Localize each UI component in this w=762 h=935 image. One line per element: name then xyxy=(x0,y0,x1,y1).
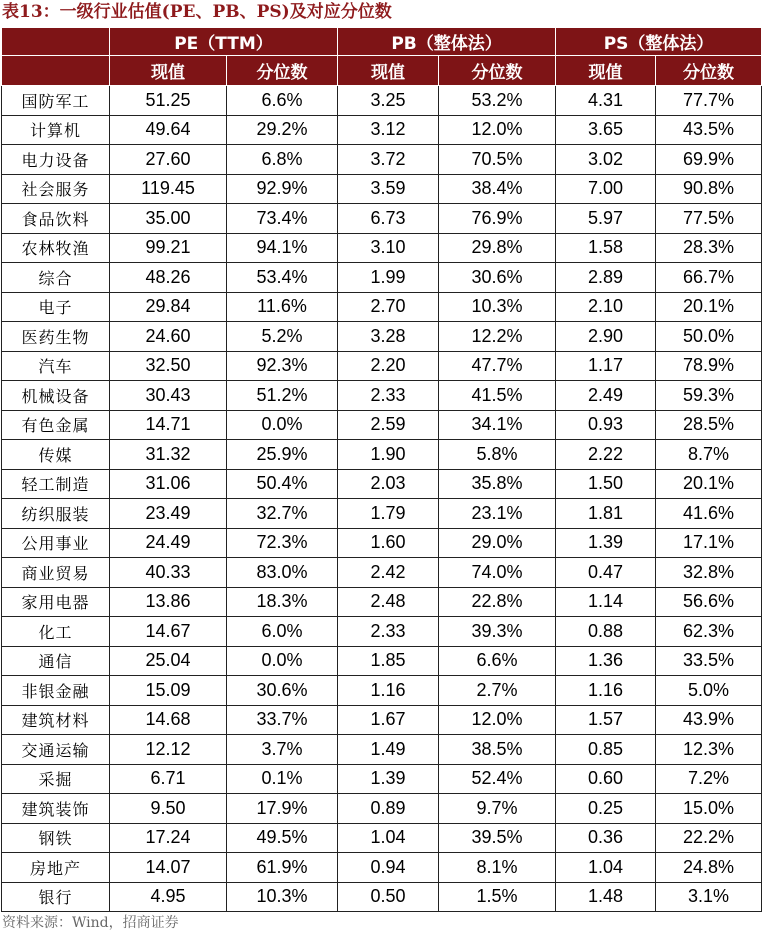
pe-percentile-cell: 5.2% xyxy=(227,322,338,352)
ps-value-cell: 0.88 xyxy=(556,617,656,647)
ps-percentile-cell: 66.7% xyxy=(656,263,762,293)
pe-value-cell: 31.32 xyxy=(110,440,227,470)
pe-percentile-cell: 6.8% xyxy=(227,145,338,175)
pe-percentile-cell: 25.9% xyxy=(227,440,338,470)
pb-percentile-cell: 1.5% xyxy=(439,882,556,912)
pb-percentile-cell: 29.8% xyxy=(439,233,556,263)
pb-value-cell: 1.04 xyxy=(338,823,439,853)
ps-value-cell: 0.85 xyxy=(556,735,656,765)
ps-percentile-cell: 7.2% xyxy=(656,764,762,794)
pe-value-cell: 14.71 xyxy=(110,410,227,440)
pb-value-cell: 6.73 xyxy=(338,204,439,234)
pb-percentile-cell: 38.4% xyxy=(439,174,556,204)
pe-percentile-cell: 30.6% xyxy=(227,676,338,706)
pe-value-cell: 49.64 xyxy=(110,115,227,145)
pb-percentile-cell: 22.8% xyxy=(439,587,556,617)
ps-percentile-cell: 33.5% xyxy=(656,646,762,676)
pe-percentile-cell: 29.2% xyxy=(227,115,338,145)
pb-value-cell: 1.49 xyxy=(338,735,439,765)
ps-percentile-cell: 3.1% xyxy=(656,882,762,912)
header-group-pe: PE（TTM） xyxy=(110,28,338,56)
industry-cell: 轻工制造 xyxy=(2,469,110,499)
pe-percentile-cell: 6.6% xyxy=(227,86,338,116)
pb-value-cell: 3.12 xyxy=(338,115,439,145)
pe-percentile-cell: 49.5% xyxy=(227,823,338,853)
ps-value-cell: 1.58 xyxy=(556,233,656,263)
table-row xyxy=(2,587,762,617)
pe-value-cell: 17.24 xyxy=(110,823,227,853)
table-row xyxy=(2,204,762,234)
table-row xyxy=(2,381,762,411)
pe-value-cell: 6.71 xyxy=(110,764,227,794)
pe-percentile-cell: 51.2% xyxy=(227,381,338,411)
table-row xyxy=(2,469,762,499)
table-row xyxy=(2,263,762,293)
ps-percentile-cell: 41.6% xyxy=(656,499,762,529)
header-corner xyxy=(2,28,110,56)
header-corner-sub xyxy=(2,56,110,86)
industry-cell: 有色金属 xyxy=(2,410,110,440)
pb-percentile-cell: 52.4% xyxy=(439,764,556,794)
pb-value-cell: 1.16 xyxy=(338,676,439,706)
ps-value-cell: 7.00 xyxy=(556,174,656,204)
pb-percentile-cell: 53.2% xyxy=(439,86,556,116)
ps-percentile-cell: 50.0% xyxy=(656,322,762,352)
ps-value-cell: 1.16 xyxy=(556,676,656,706)
pe-value-cell: 51.25 xyxy=(110,86,227,116)
table-title: 表13：一级行业估值(PE、PB、PS)及对应分位数 xyxy=(2,2,392,22)
pe-value-cell: 14.07 xyxy=(110,853,227,883)
pb-value-cell: 1.85 xyxy=(338,646,439,676)
industry-cell: 传媒 xyxy=(2,440,110,470)
ps-percentile-cell: 62.3% xyxy=(656,617,762,647)
header-pe-percentile: 分位数 xyxy=(227,56,338,86)
header-row-subcols xyxy=(2,56,762,86)
pe-value-cell: 27.60 xyxy=(110,145,227,175)
pe-value-cell: 15.09 xyxy=(110,676,227,706)
industry-cell: 医药生物 xyxy=(2,322,110,352)
header-pb-value: 现值 xyxy=(338,56,439,86)
pb-percentile-cell: 74.0% xyxy=(439,558,556,588)
pe-percentile-cell: 18.3% xyxy=(227,587,338,617)
pb-percentile-cell: 6.6% xyxy=(439,646,556,676)
pe-percentile-cell: 0.1% xyxy=(227,764,338,794)
pe-value-cell: 24.49 xyxy=(110,528,227,558)
industry-cell: 商业贸易 xyxy=(2,558,110,588)
table-row xyxy=(2,410,762,440)
ps-percentile-cell: 12.3% xyxy=(656,735,762,765)
pb-value-cell: 0.94 xyxy=(338,853,439,883)
pb-percentile-cell: 70.5% xyxy=(439,145,556,175)
header-pe-value: 现值 xyxy=(110,56,227,86)
ps-value-cell: 1.04 xyxy=(556,853,656,883)
header-row-groups xyxy=(2,28,762,56)
pb-value-cell: 3.72 xyxy=(338,145,439,175)
source-note: 资料来源：Wind，招商证券 xyxy=(2,915,179,931)
pb-percentile-cell: 29.0% xyxy=(439,528,556,558)
pe-value-cell: 31.06 xyxy=(110,469,227,499)
ps-value-cell: 0.25 xyxy=(556,794,656,824)
pb-value-cell: 3.25 xyxy=(338,86,439,116)
table-row xyxy=(2,440,762,470)
table-row xyxy=(2,882,762,912)
pb-percentile-cell: 12.0% xyxy=(439,705,556,735)
pb-percentile-cell: 34.1% xyxy=(439,410,556,440)
pb-value-cell: 1.79 xyxy=(338,499,439,529)
pb-value-cell: 3.10 xyxy=(338,233,439,263)
ps-percentile-cell: 43.5% xyxy=(656,115,762,145)
pe-value-cell: 32.50 xyxy=(110,351,227,381)
pe-percentile-cell: 0.0% xyxy=(227,410,338,440)
pe-percentile-cell: 33.7% xyxy=(227,705,338,735)
table-row xyxy=(2,233,762,263)
pb-value-cell: 2.70 xyxy=(338,292,439,322)
pe-percentile-cell: 10.3% xyxy=(227,882,338,912)
pb-percentile-cell: 2.7% xyxy=(439,676,556,706)
pe-value-cell: 12.12 xyxy=(110,735,227,765)
pe-percentile-cell: 83.0% xyxy=(227,558,338,588)
pb-percentile-cell: 76.9% xyxy=(439,204,556,234)
ps-percentile-cell: 20.1% xyxy=(656,292,762,322)
industry-cell: 电子 xyxy=(2,292,110,322)
table-row xyxy=(2,351,762,381)
pb-value-cell: 3.28 xyxy=(338,322,439,352)
industry-cell: 纺织服装 xyxy=(2,499,110,529)
pe-value-cell: 25.04 xyxy=(110,646,227,676)
pe-value-cell: 48.26 xyxy=(110,263,227,293)
table-row xyxy=(2,853,762,883)
table-row xyxy=(2,145,762,175)
ps-value-cell: 2.10 xyxy=(556,292,656,322)
ps-value-cell: 1.48 xyxy=(556,882,656,912)
industry-cell: 综合 xyxy=(2,263,110,293)
ps-percentile-cell: 90.8% xyxy=(656,174,762,204)
industry-cell: 建筑材料 xyxy=(2,705,110,735)
pb-percentile-cell: 12.0% xyxy=(439,115,556,145)
table-row xyxy=(2,558,762,588)
table-row xyxy=(2,705,762,735)
pb-value-cell: 1.99 xyxy=(338,263,439,293)
ps-percentile-cell: 8.7% xyxy=(656,440,762,470)
pb-percentile-cell: 8.1% xyxy=(439,853,556,883)
industry-cell: 钢铁 xyxy=(2,823,110,853)
pb-percentile-cell: 41.5% xyxy=(439,381,556,411)
pb-percentile-cell: 10.3% xyxy=(439,292,556,322)
ps-percentile-cell: 69.9% xyxy=(656,145,762,175)
header-group-pb: PB（整体法） xyxy=(338,28,556,56)
industry-cell: 公用事业 xyxy=(2,528,110,558)
industry-cell: 银行 xyxy=(2,882,110,912)
ps-value-cell: 2.89 xyxy=(556,263,656,293)
table-row xyxy=(2,794,762,824)
pb-percentile-cell: 9.7% xyxy=(439,794,556,824)
industry-cell: 汽车 xyxy=(2,351,110,381)
pe-value-cell: 4.95 xyxy=(110,882,227,912)
header-ps-value: 现值 xyxy=(556,56,656,86)
header-pb-percentile: 分位数 xyxy=(439,56,556,86)
ps-value-cell: 1.81 xyxy=(556,499,656,529)
pb-value-cell: 2.03 xyxy=(338,469,439,499)
pe-value-cell: 119.45 xyxy=(110,174,227,204)
table-row xyxy=(2,764,762,794)
table-row xyxy=(2,676,762,706)
pb-value-cell: 1.60 xyxy=(338,528,439,558)
pe-percentile-cell: 92.3% xyxy=(227,351,338,381)
table-row xyxy=(2,528,762,558)
industry-cell: 房地产 xyxy=(2,853,110,883)
ps-value-cell: 0.36 xyxy=(556,823,656,853)
table-row xyxy=(2,292,762,322)
ps-percentile-cell: 28.5% xyxy=(656,410,762,440)
ps-value-cell: 0.93 xyxy=(556,410,656,440)
pb-value-cell: 0.50 xyxy=(338,882,439,912)
pb-value-cell: 2.33 xyxy=(338,617,439,647)
pb-percentile-cell: 30.6% xyxy=(439,263,556,293)
pb-value-cell: 1.90 xyxy=(338,440,439,470)
table-row xyxy=(2,322,762,352)
pe-value-cell: 14.67 xyxy=(110,617,227,647)
pe-percentile-cell: 72.3% xyxy=(227,528,338,558)
industry-cell: 计算机 xyxy=(2,115,110,145)
pb-value-cell: 2.20 xyxy=(338,351,439,381)
ps-percentile-cell: 77.7% xyxy=(656,86,762,116)
pe-value-cell: 30.43 xyxy=(110,381,227,411)
ps-percentile-cell: 24.8% xyxy=(656,853,762,883)
pb-percentile-cell: 38.5% xyxy=(439,735,556,765)
ps-percentile-cell: 59.3% xyxy=(656,381,762,411)
ps-value-cell: 0.47 xyxy=(556,558,656,588)
pe-percentile-cell: 11.6% xyxy=(227,292,338,322)
pe-percentile-cell: 61.9% xyxy=(227,853,338,883)
pb-value-cell: 2.48 xyxy=(338,587,439,617)
ps-value-cell: 1.39 xyxy=(556,528,656,558)
table-row xyxy=(2,735,762,765)
pb-percentile-cell: 39.5% xyxy=(439,823,556,853)
pe-percentile-cell: 32.7% xyxy=(227,499,338,529)
ps-percentile-cell: 5.0% xyxy=(656,676,762,706)
ps-value-cell: 1.36 xyxy=(556,646,656,676)
pe-value-cell: 99.21 xyxy=(110,233,227,263)
pb-value-cell: 0.89 xyxy=(338,794,439,824)
industry-cell: 交通运输 xyxy=(2,735,110,765)
pb-value-cell: 2.59 xyxy=(338,410,439,440)
table-body xyxy=(2,86,762,912)
ps-value-cell: 3.02 xyxy=(556,145,656,175)
ps-value-cell: 4.31 xyxy=(556,86,656,116)
pb-percentile-cell: 39.3% xyxy=(439,617,556,647)
table-row xyxy=(2,617,762,647)
industry-cell: 非银金融 xyxy=(2,676,110,706)
table-row xyxy=(2,499,762,529)
pb-percentile-cell: 35.8% xyxy=(439,469,556,499)
pe-percentile-cell: 92.9% xyxy=(227,174,338,204)
ps-percentile-cell: 43.9% xyxy=(656,705,762,735)
ps-value-cell: 0.60 xyxy=(556,764,656,794)
table-row xyxy=(2,646,762,676)
industry-cell: 化工 xyxy=(2,617,110,647)
pe-value-cell: 24.60 xyxy=(110,322,227,352)
ps-value-cell: 3.65 xyxy=(556,115,656,145)
industry-cell: 通信 xyxy=(2,646,110,676)
ps-percentile-cell: 77.5% xyxy=(656,204,762,234)
ps-percentile-cell: 22.2% xyxy=(656,823,762,853)
industry-cell: 社会服务 xyxy=(2,174,110,204)
industry-cell: 国防军工 xyxy=(2,86,110,116)
ps-value-cell: 1.17 xyxy=(556,351,656,381)
valuation-table xyxy=(1,27,762,912)
ps-value-cell: 1.14 xyxy=(556,587,656,617)
pb-percentile-cell: 5.8% xyxy=(439,440,556,470)
ps-value-cell: 1.57 xyxy=(556,705,656,735)
ps-percentile-cell: 15.0% xyxy=(656,794,762,824)
pe-value-cell: 23.49 xyxy=(110,499,227,529)
ps-percentile-cell: 20.1% xyxy=(656,469,762,499)
industry-cell: 建筑装饰 xyxy=(2,794,110,824)
ps-value-cell: 2.90 xyxy=(556,322,656,352)
pb-value-cell: 1.67 xyxy=(338,705,439,735)
header-ps-percentile: 分位数 xyxy=(656,56,762,86)
ps-value-cell: 2.22 xyxy=(556,440,656,470)
pe-percentile-cell: 53.4% xyxy=(227,263,338,293)
pe-value-cell: 40.33 xyxy=(110,558,227,588)
pb-percentile-cell: 23.1% xyxy=(439,499,556,529)
pe-value-cell: 14.68 xyxy=(110,705,227,735)
industry-cell: 家用电器 xyxy=(2,587,110,617)
pe-percentile-cell: 3.7% xyxy=(227,735,338,765)
table-row xyxy=(2,86,762,116)
pe-percentile-cell: 94.1% xyxy=(227,233,338,263)
ps-value-cell: 5.97 xyxy=(556,204,656,234)
pe-value-cell: 35.00 xyxy=(110,204,227,234)
industry-cell: 电力设备 xyxy=(2,145,110,175)
ps-percentile-cell: 32.8% xyxy=(656,558,762,588)
pe-value-cell: 29.84 xyxy=(110,292,227,322)
pe-percentile-cell: 6.0% xyxy=(227,617,338,647)
industry-cell: 采掘 xyxy=(2,764,110,794)
pe-percentile-cell: 73.4% xyxy=(227,204,338,234)
industry-cell: 农林牧渔 xyxy=(2,233,110,263)
pb-value-cell: 2.42 xyxy=(338,558,439,588)
pb-value-cell: 1.39 xyxy=(338,764,439,794)
table-row xyxy=(2,174,762,204)
header-group-ps: PS（整体法） xyxy=(556,28,762,56)
pb-percentile-cell: 12.2% xyxy=(439,322,556,352)
ps-percentile-cell: 28.3% xyxy=(656,233,762,263)
ps-value-cell: 1.50 xyxy=(556,469,656,499)
ps-percentile-cell: 78.9% xyxy=(656,351,762,381)
table-row xyxy=(2,115,762,145)
pe-value-cell: 9.50 xyxy=(110,794,227,824)
ps-value-cell: 2.49 xyxy=(556,381,656,411)
industry-cell: 食品饮料 xyxy=(2,204,110,234)
pe-percentile-cell: 50.4% xyxy=(227,469,338,499)
pe-value-cell: 13.86 xyxy=(110,587,227,617)
pe-percentile-cell: 17.9% xyxy=(227,794,338,824)
table-row xyxy=(2,823,762,853)
pe-percentile-cell: 0.0% xyxy=(227,646,338,676)
industry-cell: 机械设备 xyxy=(2,381,110,411)
pb-value-cell: 2.33 xyxy=(338,381,439,411)
pb-percentile-cell: 47.7% xyxy=(439,351,556,381)
ps-percentile-cell: 17.1% xyxy=(656,528,762,558)
ps-percentile-cell: 56.6% xyxy=(656,587,762,617)
pb-value-cell: 3.59 xyxy=(338,174,439,204)
